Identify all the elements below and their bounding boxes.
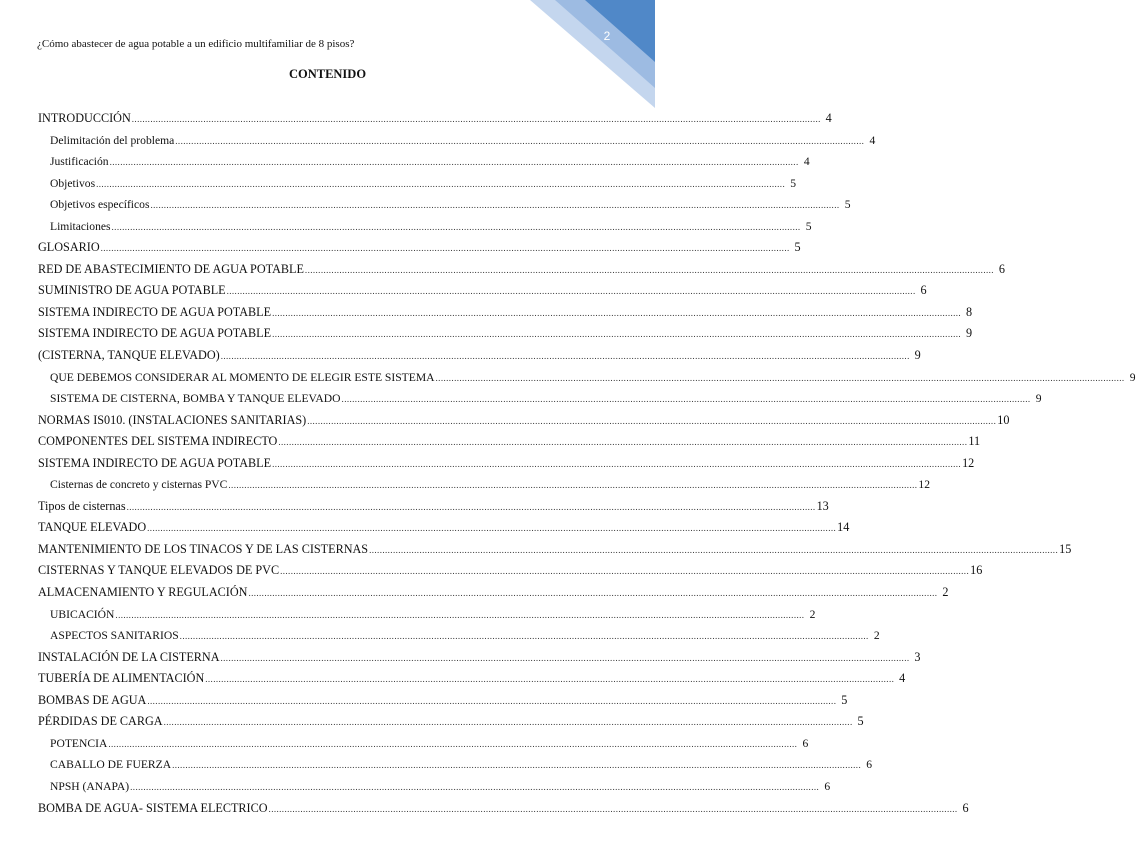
toc-entry-page-number: 6 <box>962 800 969 815</box>
toc-entry-label: Delimitación del problema <box>50 133 175 147</box>
toc-entry-label: Justificación <box>50 155 109 169</box>
toc-dot-leader: .................................................................................................................................................................................................................................................................... <box>130 781 820 792</box>
toc-entry-label: SISTEMA INDIRECTO DE AGUA POTABLE <box>38 326 272 341</box>
toc-entry-page-number: 5 <box>805 219 812 233</box>
toc-dot-leader: .................................................................................................................................................................................................................................................................... <box>435 372 1125 383</box>
toc-entry[interactable] <box>38 517 850 539</box>
toc-entry-page-number: 9 <box>965 326 973 341</box>
toc-dot-leader: .................................................................................................................................................................................................................................................................... <box>126 501 816 512</box>
toc-dot-leader: .................................................................................................................................................................................................................................................................... <box>147 523 837 534</box>
toc-dot-leader: .................................................................................................................................................................................................................................................................... <box>226 286 916 297</box>
toc-dot-leader: .................................................................................................................................................................................................................................................................... <box>111 221 801 232</box>
toc-entry-page-number: 10 <box>997 412 1010 427</box>
toc-entry-label: NPSH (ANAPA) <box>50 779 130 793</box>
toc-entry-page-number: 6 <box>920 283 927 298</box>
toc-entry-page-number: 9 <box>1035 392 1042 406</box>
toc-dot-leader: .................................................................................................................................................................................................................................................................... <box>307 415 997 426</box>
toc-dot-leader: .................................................................................................................................................................................................................................................................... <box>108 738 798 749</box>
toc-entry-page-number: 13 <box>816 498 829 513</box>
toc-dot-leader: .................................................................................................................................................................................................................................................................... <box>268 803 958 814</box>
toc-entry[interactable] <box>38 776 831 798</box>
toc-entry[interactable] <box>38 194 851 216</box>
toc-entry-label: MANTENIMIENTO DE LOS TINACOS Y DE LAS CISTERNAS <box>38 541 369 556</box>
toc-entry[interactable] <box>38 173 797 195</box>
toc-entry[interactable] <box>38 582 949 604</box>
toc-entry-page-number: 5 <box>841 692 848 707</box>
toc-entry-label: SISTEMA INDIRECTO DE AGUA POTABLE <box>38 304 272 319</box>
toc-dot-leader: .................................................................................................................................................................................................................................................................... <box>280 566 970 577</box>
toc-entry[interactable] <box>38 323 973 345</box>
toc-dot-leader: .................................................................................................................................................................................................................................................................... <box>205 674 895 685</box>
toc-entry-label: Objetivos específicos <box>50 198 150 212</box>
toc-entry-page-number: 8 <box>965 304 973 319</box>
toc-entry-page-number: 14 <box>837 520 850 535</box>
toc-entry-page-number: 5 <box>844 198 851 212</box>
toc-entry-label: BOMBA DE AGUA- SISTEMA ELECTRICO <box>38 800 268 815</box>
toc-dot-leader: .................................................................................................................................................................................................................................................................... <box>109 157 799 168</box>
toc-entry-page-number: 12 <box>962 455 975 470</box>
toc-entry[interactable] <box>38 367 1136 389</box>
running-header-title: ¿Cómo abastecer de agua potable a un edificio multifamiliar de 8 pisos? <box>37 38 355 50</box>
toc-entry[interactable] <box>38 216 812 238</box>
toc-entry-page-number: 4 <box>869 133 876 147</box>
toc-entry-page-number: 5 <box>794 240 801 255</box>
toc-dot-leader: .................................................................................................................................................................................................................................................................... <box>150 200 840 211</box>
toc-entry-page-number: 2 <box>873 629 880 643</box>
toc-entry-page-number: 15 <box>1059 541 1072 556</box>
toc-entry-page-number: 9 <box>1129 370 1136 384</box>
toc-dot-leader: .................................................................................................................................................................................................................................................................... <box>163 717 853 728</box>
toc-entry-label: SISTEMA INDIRECTO DE AGUA POTABLE <box>38 455 272 470</box>
toc-entry[interactable] <box>38 280 927 302</box>
toc-entry-page-number: 3 <box>914 649 921 664</box>
toc-entry-label: RED DE ABASTECIMIENTO DE AGUA POTABLE <box>38 261 304 276</box>
toc-dot-leader: .................................................................................................................................................................................................................................................................... <box>172 760 862 771</box>
page-number: 2 <box>603 29 611 43</box>
toc-entry-label: NORMAS IS010. (INSTALACIONES SANITARIAS) <box>38 412 307 427</box>
toc-entry-label: (CISTERNA, TANQUE ELEVADO) <box>38 348 220 363</box>
toc-entry-page-number: 2 <box>942 585 949 600</box>
toc-entry[interactable] <box>38 560 983 582</box>
toc-entry-label: ALMACENAMIENTO Y REGULACIÓN <box>38 585 248 600</box>
toc-entry[interactable] <box>38 151 810 173</box>
toc-entry-label: QUE DEBEMOS CONSIDERAR AL MOMENTO DE ELEGIR ESTE SISTEMA <box>50 370 435 384</box>
toc-entry-page-number: 12 <box>918 478 930 492</box>
toc-entry-page-number: 5 <box>857 714 864 729</box>
toc-dot-leader: .................................................................................................................................................................................................................................................................... <box>175 135 865 146</box>
toc-entry-page-number: 6 <box>998 261 1005 276</box>
toc-entry[interactable] <box>38 711 864 733</box>
toc-entry-label: Limitaciones <box>50 219 111 233</box>
toc-entry-label: POTENCIA <box>50 736 108 750</box>
toc-entry[interactable] <box>38 754 873 776</box>
toc-dot-leader: .................................................................................................................................................................................................................................................................... <box>272 307 962 318</box>
toc-entry[interactable] <box>38 130 876 152</box>
toc-entry-label: TANQUE ELEVADO <box>38 520 147 535</box>
toc-entry-page-number: 6 <box>866 758 873 772</box>
toc-entry[interactable] <box>38 647 921 669</box>
toc-dot-leader: .................................................................................................................................................................................................................................................................... <box>131 114 821 124</box>
toc-entry[interactable] <box>38 108 832 130</box>
toc-entry-page-number: 5 <box>790 176 797 190</box>
toc-dot-leader: .................................................................................................................................................................................................................................................................... <box>147 695 837 706</box>
toc-entry-page-number: 6 <box>802 736 809 750</box>
toc-entry-label: SUMINISTRO DE AGUA POTABLE <box>38 283 226 298</box>
toc-entry-page-number: 2 <box>809 607 816 621</box>
toc-entry[interactable] <box>38 474 930 496</box>
toc-entry-page-number: 9 <box>914 348 921 363</box>
toc-entry-page-number: 16 <box>970 563 983 578</box>
toc-entry-label: Objetivos <box>50 176 96 190</box>
toc-entry[interactable] <box>38 733 809 755</box>
toc-entry[interactable] <box>38 690 848 712</box>
toc-entry[interactable] <box>38 539 1072 561</box>
toc-entry-label: ASPECTOS SANITARIOS <box>50 629 179 643</box>
toc-dot-leader: .................................................................................................................................................................................................................................................................... <box>220 351 910 362</box>
toc-entry[interactable] <box>38 604 816 626</box>
toc-dot-leader: .................................................................................................................................................................................................................................................................... <box>341 394 1031 405</box>
toc-entry[interactable] <box>38 302 973 324</box>
toc-dot-leader: .................................................................................................................................................................................................................................................................... <box>100 243 790 254</box>
toc-dot-leader: .................................................................................................................................................................................................................................................................... <box>248 588 938 599</box>
toc-entry-label: Cisternas de concreto y cisternas PVC <box>50 478 228 492</box>
toc-entry-label: BOMBAS DE AGUA <box>38 692 147 707</box>
table-of-contents <box>38 108 1136 819</box>
toc-entry-label: INTRODUCCIÓN <box>38 111 131 125</box>
toc-entry-label: CABALLO DE FUERZA <box>50 758 172 772</box>
toc-entry-label: GLOSARIO <box>38 240 100 255</box>
toc-entry[interactable] <box>38 259 1005 281</box>
toc-entry-label: Tipos de cisternas <box>38 498 126 513</box>
toc-entry[interactable] <box>38 431 981 453</box>
toc-heading: CONTENIDO <box>288 67 367 81</box>
toc-entry-label: SISTEMA DE CISTERNA, BOMBA Y TANQUE ELEVADO <box>50 392 341 406</box>
toc-dot-leader: .................................................................................................................................................................................................................................................................... <box>369 544 1059 555</box>
toc-entry-page-number: 4 <box>803 155 810 169</box>
toc-entry-label: COMPONENTES DEL SISTEMA INDIRECTO <box>38 434 278 449</box>
toc-entry[interactable] <box>38 625 880 647</box>
toc-dot-leader: .................................................................................................................................................................................................................................................................... <box>278 437 968 448</box>
toc-entry[interactable] <box>38 798 969 820</box>
toc-entry-label: INSTALACIÓN DE LA CISTERNA <box>38 649 220 664</box>
toc-entry[interactable] <box>38 668 906 690</box>
toc-entry[interactable] <box>38 237 801 259</box>
toc-dot-leader: .................................................................................................................................................................................................................................................................... <box>220 652 910 663</box>
toc-dot-leader: .................................................................................................................................................................................................................................................................... <box>272 458 962 469</box>
page-corner-decoration <box>530 0 655 110</box>
toc-entry-label: UBICACIÓN <box>50 607 115 621</box>
toc-dot-leader: .................................................................................................................................................................................................................................................................... <box>304 264 994 275</box>
toc-dot-leader: .................................................................................................................................................................................................................................................................... <box>96 178 786 189</box>
toc-dot-leader: .................................................................................................................................................................................................................................................................... <box>115 609 805 620</box>
toc-entry-page-number: 4 <box>899 671 906 686</box>
toc-entry-page-number: 4 <box>825 111 832 125</box>
toc-entry-label: PÉRDIDAS DE CARGA <box>38 714 163 729</box>
toc-dot-leader: .................................................................................................................................................................................................................................................................... <box>228 480 918 491</box>
toc-entry[interactable] <box>38 345 921 367</box>
toc-entry-label: CISTERNAS Y TANQUE ELEVADOS DE PVC <box>38 563 280 578</box>
toc-entry[interactable] <box>38 410 1010 432</box>
toc-entry-page-number: 11 <box>968 434 981 449</box>
toc-dot-leader: .................................................................................................................................................................................................................................................................... <box>272 329 962 340</box>
toc-entry-label: TUBERÍA DE ALIMENTACIÓN <box>38 671 205 686</box>
toc-entry[interactable] <box>38 453 975 475</box>
toc-entry-page-number: 6 <box>824 779 831 793</box>
toc-entry[interactable] <box>38 388 1042 410</box>
toc-entry[interactable] <box>38 496 829 518</box>
toc-dot-leader: .................................................................................................................................................................................................................................................................... <box>179 631 869 642</box>
